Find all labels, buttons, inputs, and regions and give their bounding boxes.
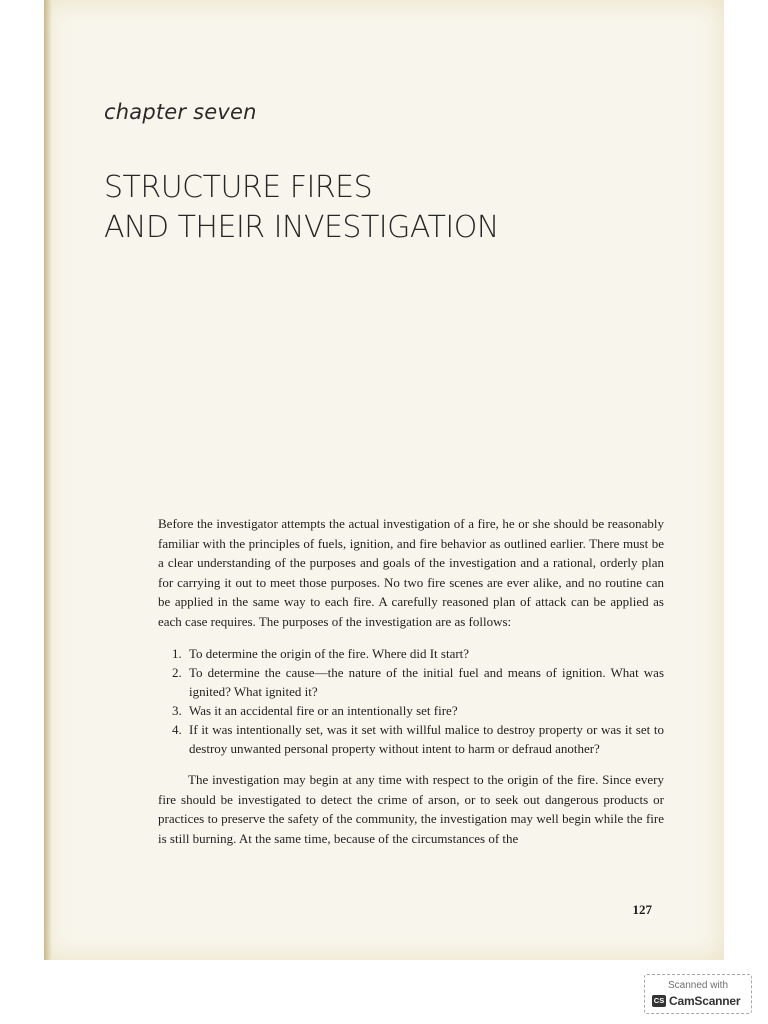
body-text [158,514,664,848]
chapter-title-line-1: STRUCTURE FIRES [104,170,373,205]
camscanner-watermark [644,974,752,1014]
list-item [158,644,664,663]
list-item-text: If it was intentionally set, was it set with willful malice to destroy property or was it set to destroy unwanted personal property without intent to harm or defraud another? [189,722,664,756]
list-item-number: 2. [172,665,182,680]
watermark-brand: CamScanner [669,994,741,1008]
chapter-label: chapter seven [104,100,257,124]
list-item [158,663,664,701]
list-item-number: 4. [172,722,182,737]
list-item-text: To determine the cause—the nature of the initial fuel and means of ignition. What was ignited? What ignited it? [189,665,664,699]
list-item-number: 1. [172,646,182,661]
purposes-list [158,644,664,758]
camscanner-logo-icon: CS [653,996,665,1005]
chapter-title [104,168,499,248]
intro-paragraph: Before the investigator attempts the actual investigation of a fire, he or she should be reasonably familiar with the principles of fuels, ignition, and fire behavior as outlined earlier. There must be a clear understanding of the purposes and goals of the investigation and a rational, orderly plan for carrying it out to meet those purposes. No two fire scenes are ever alike, and no routine can be applied in the same way to each fire. A carefully reasoned plan of attack can be applied as each case requires. The purposes of the investigation are as follows: [158,516,664,629]
list-item-number: 3. [172,703,182,718]
list-item-text: Was it an accidental fire or an intentionally set fire? [189,703,458,718]
page-number: 127 [632,902,652,917]
second-paragraph: The investigation may begin at any time with respect to the origin of the fire. Since every fire should be investigated to detect the crime of arson, or to seek out dangerous products or practices to preserve the safety of the community, the investigation may well begin while the fire is still burning. At the same time, because of the circumstances of the [158,772,664,846]
page-binding-shadow [44,0,52,960]
list-item [158,720,664,758]
list-item [158,701,664,720]
list-item-text: To determine the origin of the fire. Where did It start? [189,646,470,661]
watermark-caption: Scanned with [667,980,729,991]
chapter-title-line-2: AND THEIR INVESTIGATION [104,210,499,245]
